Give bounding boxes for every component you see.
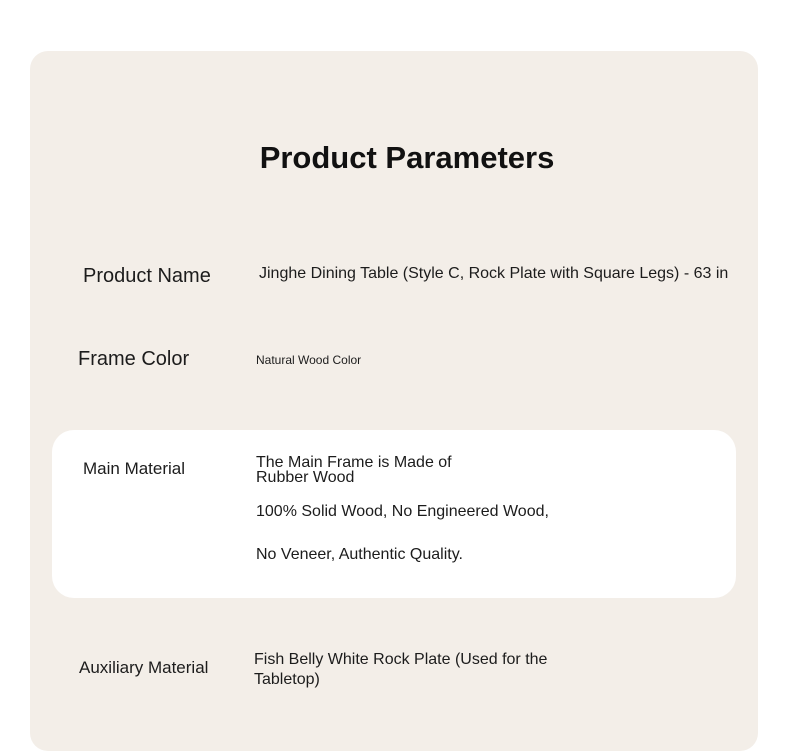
section-title: Product Parameters [259, 140, 555, 175]
product-name-label: Product Name [83, 265, 211, 287]
frame-color-value: Natural Wood Color [256, 353, 362, 367]
auxiliary-material-value: Fish Belly White Rock Plate (Used for the Tabletop) [254, 651, 548, 688]
main-material-line-2: 100% Solid Wood, No Engineered Wood, [256, 503, 549, 520]
product-name-value: Jinghe Dining Table (Style C, Rock Plate with Square Legs) - 63 in [259, 265, 729, 282]
frame-color-label: Frame Color [78, 348, 190, 370]
main-material-line-3: No Veneer, Authentic Quality. [256, 546, 463, 563]
auxiliary-material-label: Auxiliary Material [79, 658, 209, 677]
main-material-line-1: The Main Frame is Made of Rubber Wood [256, 454, 452, 486]
main-material-label: Main Material [83, 459, 186, 478]
